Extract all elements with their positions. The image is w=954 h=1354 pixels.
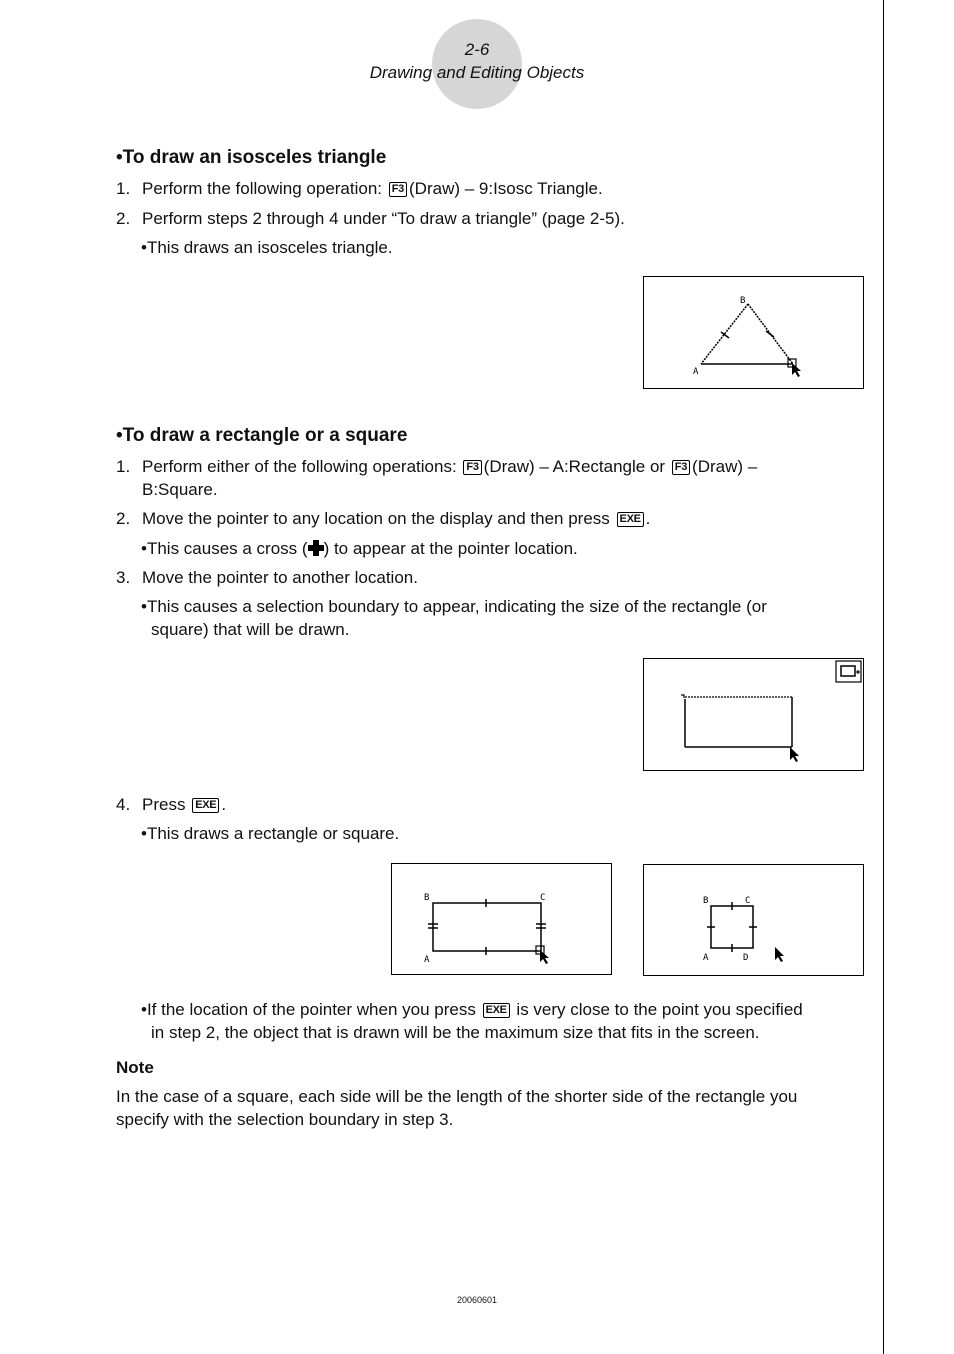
vertex-label-b: B	[703, 896, 709, 906]
step-text: (Draw) – 9:Isosc Triangle.	[409, 179, 603, 198]
bullet-text: is very close to the point you specified	[516, 1000, 803, 1019]
section-title-rectangle	[116, 425, 407, 447]
step-1-number: 1.	[116, 457, 131, 476]
section-title-isosceles	[116, 147, 386, 169]
calculator-screen-square	[643, 864, 864, 976]
section-title-text: To draw a rectangle or a square	[122, 425, 408, 446]
vertex-label-c: C	[745, 896, 751, 906]
step-text: Press	[142, 795, 186, 814]
page-edge-rule	[883, 0, 884, 1354]
step-1	[116, 177, 130, 200]
bullet-text: •This causes a cross (	[141, 539, 308, 558]
step-4-text	[142, 793, 226, 816]
step-2-text	[142, 507, 650, 530]
drawn-square	[711, 906, 753, 948]
vertex-label-b: B	[740, 296, 746, 306]
note-text-line2: specify with the selection boundary in step 3.	[116, 1110, 454, 1129]
pointer-arrow-icon	[775, 947, 784, 962]
vertex-label-b: B	[424, 893, 430, 903]
bullet-max-size-line2: in step 2, the object that is drawn will be the maximum size that fits in the screen.	[151, 1023, 760, 1042]
start-point-marker	[681, 695, 684, 698]
step-text: Move the pointer to any location on the display and then press	[142, 509, 610, 528]
step-text: .	[645, 509, 651, 528]
step-1-text	[142, 455, 757, 478]
step-text: (Draw) – A:Rectangle or	[483, 457, 666, 476]
step-2-number: 2.	[116, 209, 131, 228]
section-title-text: To draw an isosceles triangle	[122, 147, 387, 168]
step-1-text	[142, 177, 603, 200]
vertex-label-a: A	[424, 955, 430, 965]
footer-code: 20060601	[456, 1295, 498, 1305]
bullet-draws-rectangle: •This draws a rectangle or square.	[141, 824, 400, 843]
f3-key-icon: F3	[463, 460, 481, 475]
bullet-text: •If the location of the pointer when you press	[141, 1000, 476, 1019]
tick-mark	[766, 331, 774, 337]
step-text: .	[221, 795, 227, 814]
chapter-title: Drawing and Editing Objects	[369, 63, 585, 82]
bullet-text: ) to appear at the pointer location.	[323, 539, 578, 558]
exe-key-icon: EXE	[192, 798, 219, 813]
f3-key-icon: F3	[389, 182, 407, 197]
calculator-screen-rectangle	[391, 863, 612, 975]
bullet-dot: •	[116, 147, 123, 168]
note-text-line1: In the case of a square, each side will be the length of the shorter side of the rectangle you	[116, 1087, 798, 1106]
step-3-number: 3.	[116, 568, 131, 587]
bullet-dot: •	[116, 425, 123, 446]
step-number: 1.	[116, 179, 131, 198]
step-2-text: Perform steps 2 through 4 under “To draw a triangle” (page 2-5).	[142, 209, 625, 228]
step-text: Perform either of the following operations:	[142, 457, 457, 476]
bullet-cross	[141, 537, 578, 560]
bullet-selection-boundary-line1: •This causes a selection boundary to appear, indicating the size of the rectangle (or	[141, 597, 767, 616]
f3-key-icon: F3	[672, 460, 690, 475]
drawn-rectangle	[433, 903, 541, 951]
step-3-text: Move the pointer to another location.	[142, 568, 418, 587]
step-text: (Draw) –	[692, 457, 758, 476]
bullet-max-size-line1	[141, 998, 803, 1021]
vertex-label-c: C	[540, 893, 546, 903]
vertex-label-d: D	[743, 953, 749, 963]
pointer-arrow-icon	[790, 747, 799, 762]
exe-key-icon: EXE	[617, 512, 644, 527]
vertex-label-a: A	[693, 367, 699, 377]
step-2-number: 2.	[116, 509, 131, 528]
cross-icon	[308, 540, 324, 556]
step-4-number: 4.	[116, 795, 131, 814]
step-1-continuation: B:Square.	[142, 480, 218, 499]
exe-key-icon: EXE	[483, 1003, 510, 1018]
note-title: Note	[116, 1058, 154, 1077]
calculator-screen-selection	[643, 658, 864, 771]
bullet-draws-isosceles: •This draws an isosceles triangle.	[141, 238, 393, 257]
bullet-selection-boundary-line2: square) that will be drawn.	[151, 620, 350, 639]
calculator-screen-triangle	[643, 276, 864, 389]
vertex-label-a: A	[703, 953, 709, 963]
step-text: Perform the following operation:	[142, 179, 383, 198]
page-number: 2-6	[464, 40, 490, 59]
